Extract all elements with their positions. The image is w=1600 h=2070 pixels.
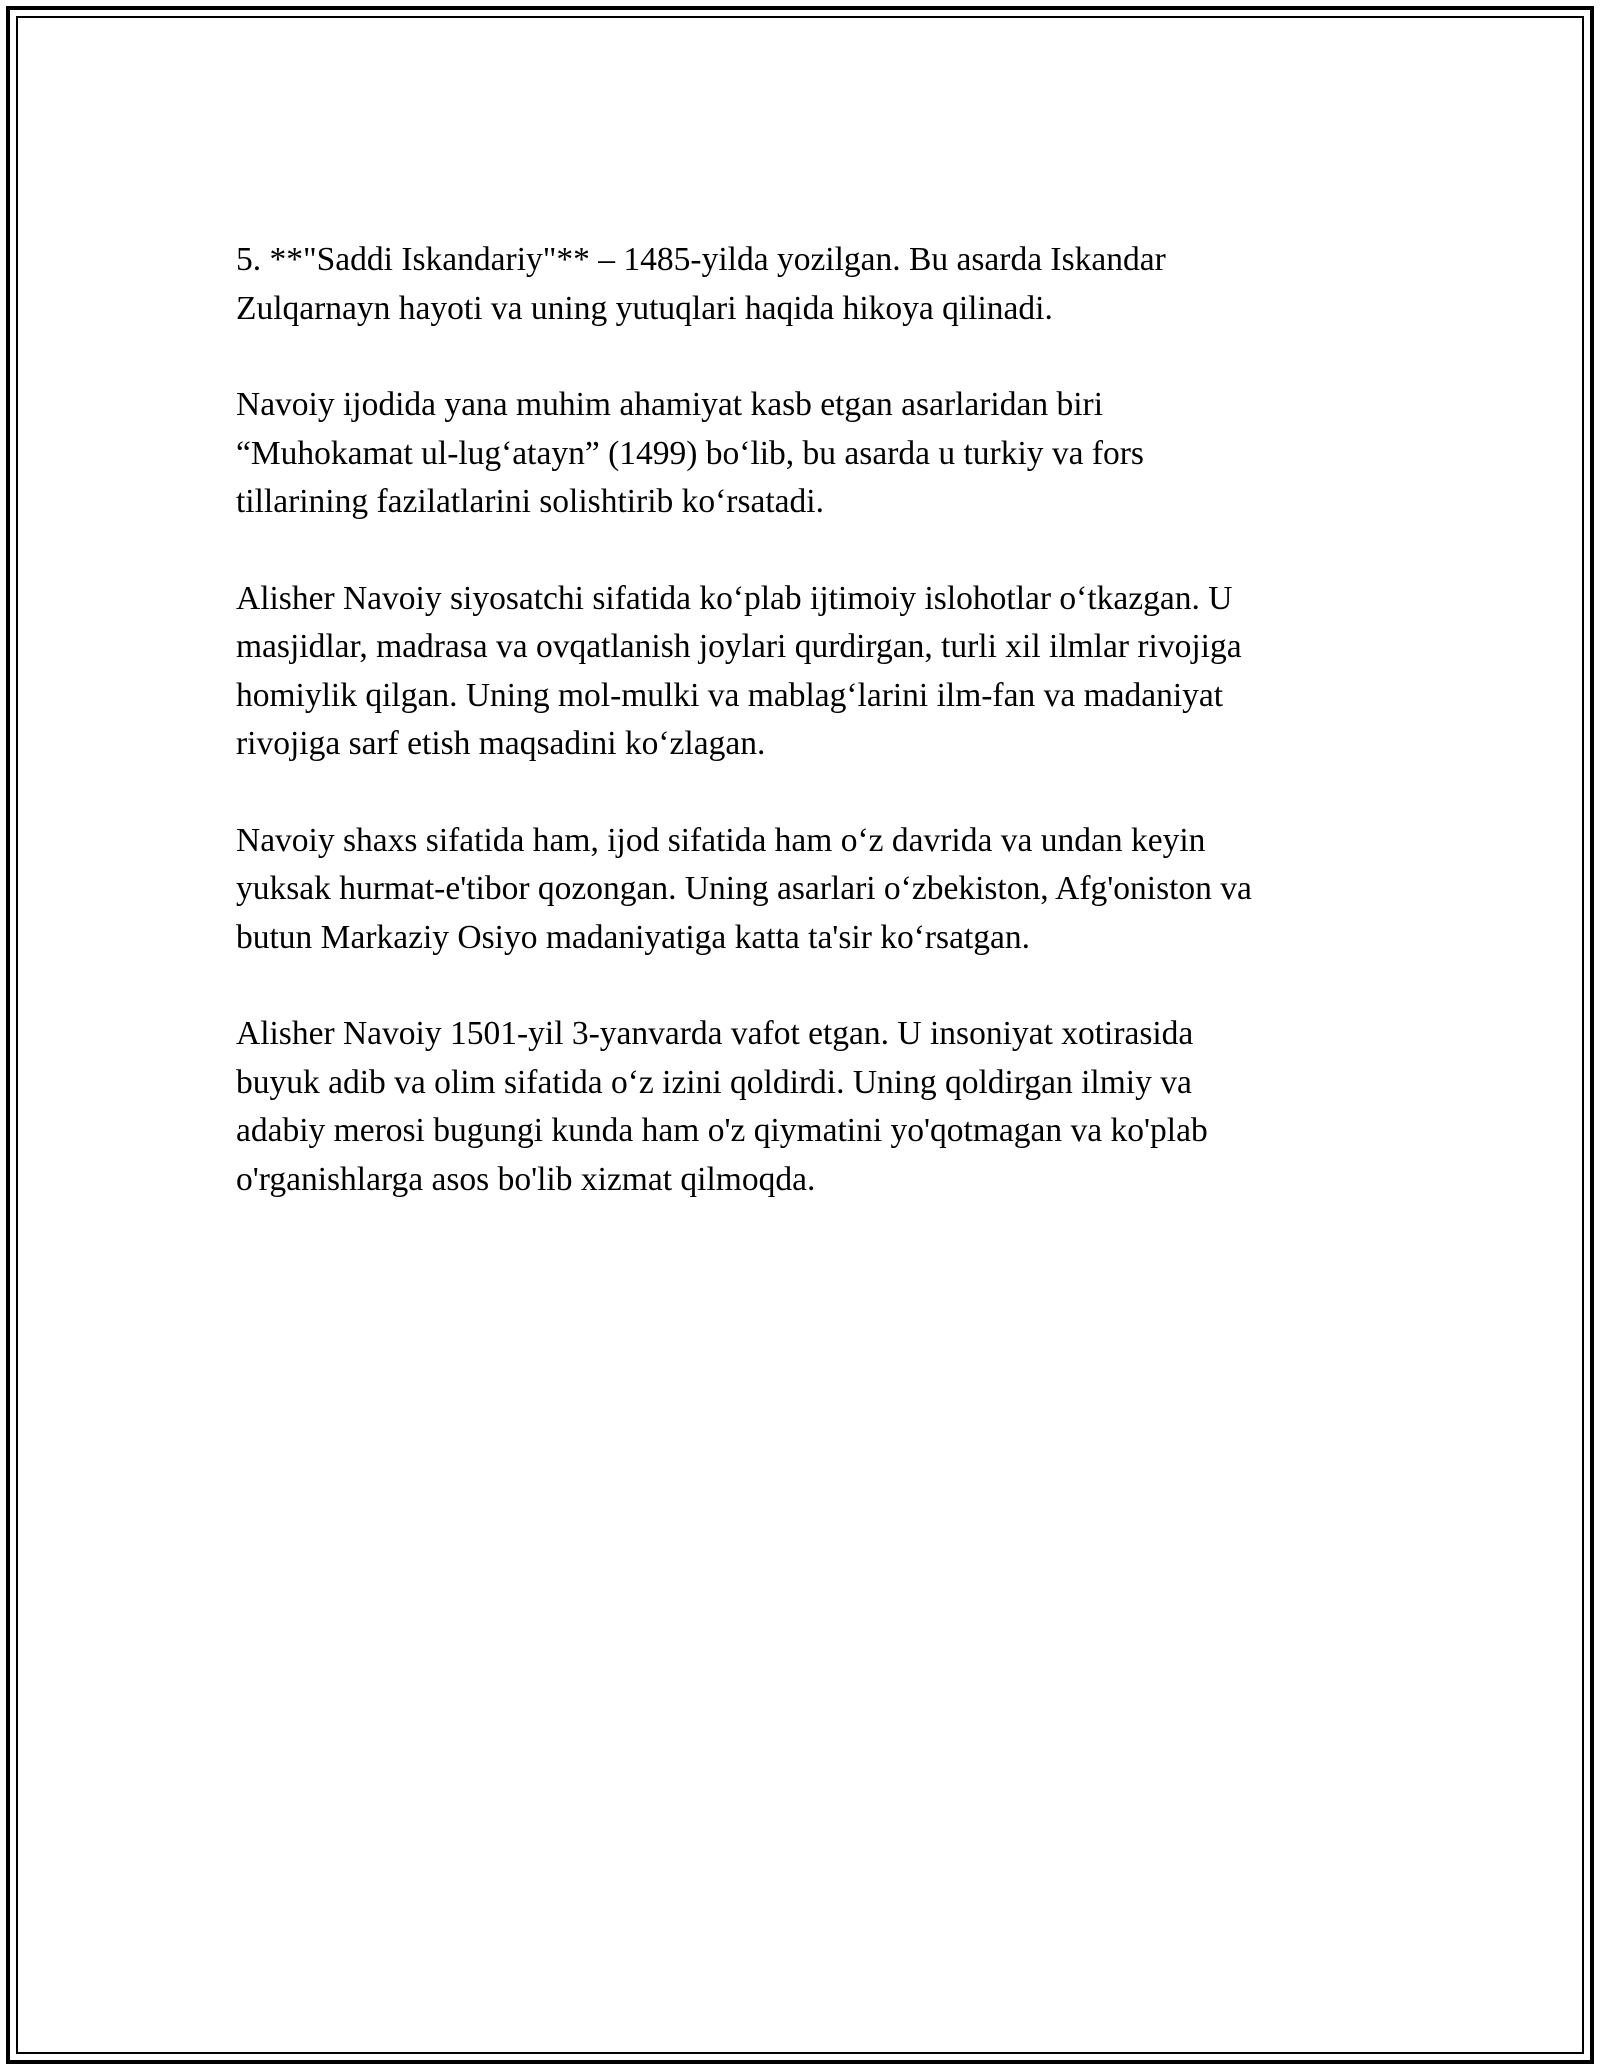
text-line: Zulqarnayn hayoti va uning yutuqlari haqida hikoya qilinadi. bbox=[236, 289, 1053, 327]
text-line: yuksak hurmat-e'tibor qozongan. Uning asarlari o‘zbekiston, Afg'oniston va bbox=[236, 870, 1252, 907]
text-line: 5. **"Saddi Iskandariy"** – 1485-yilda yozilgan. Bu asarda Iskandar bbox=[236, 241, 1166, 278]
paragraph-death-legacy bbox=[236, 1010, 1364, 1204]
text-line: o'rganishlarga asos bo'lib xizmat qilmoqda. bbox=[236, 1160, 816, 1198]
paragraph-muhokamat bbox=[236, 381, 1364, 527]
paragraph-legacy-respect bbox=[236, 817, 1364, 963]
text-line: Alisher Navoiy siyosatchi sifatida ko‘plab ijtimoiy islohotlar o‘tkazgan. U bbox=[236, 579, 1233, 617]
text-line: rivojiga sarf etish maqsadini ko‘zlagan. bbox=[236, 725, 766, 762]
text-line: masjidlar, madrasa va ovqatlanish joylari qurdirgan, turli xil ilmlar rivojiga bbox=[236, 628, 1242, 665]
text-line: Alisher Navoiy 1501-yil 3-yanvarda vafot etgan. U insoniyat xotirasida bbox=[236, 1015, 1194, 1052]
text-line: homiylik qilgan. Uning mol-mulki va mablag‘larini ilm-fan va madaniyat bbox=[236, 676, 1224, 714]
text-line: Navoiy ijodida yana muhim ahamiyat kasb etgan asarlaridan biri bbox=[236, 386, 1104, 423]
text-line: Navoiy shaxs sifatida ham, ijod sifatida ham o‘z davrida va undan keyin bbox=[236, 821, 1206, 859]
text-line: “Muhokamat ul-lug‘atayn” (1499) bo‘lib, bu asarda u turkiy va fors bbox=[236, 434, 1144, 472]
text-line: butun Markaziy Osiyo madaniyatiga katta ta'sir ko‘rsatgan. bbox=[236, 918, 1030, 956]
text-line: tillarining fazilatlarini solishtirib ko‘rsatadi. bbox=[236, 483, 824, 520]
text-line: buyuk adib va olim sifatida o‘z izini qoldirdi. Uning qoldirgan ilmiy va bbox=[236, 1063, 1192, 1101]
document-body bbox=[236, 236, 1364, 1252]
text-line: adabiy merosi bugungi kunda ham o'z qiymatini yo'qotmagan va ko'plab bbox=[236, 1112, 1208, 1149]
paragraph-reforms bbox=[236, 575, 1364, 769]
paragraph-saddi-iskandariy bbox=[236, 236, 1364, 333]
